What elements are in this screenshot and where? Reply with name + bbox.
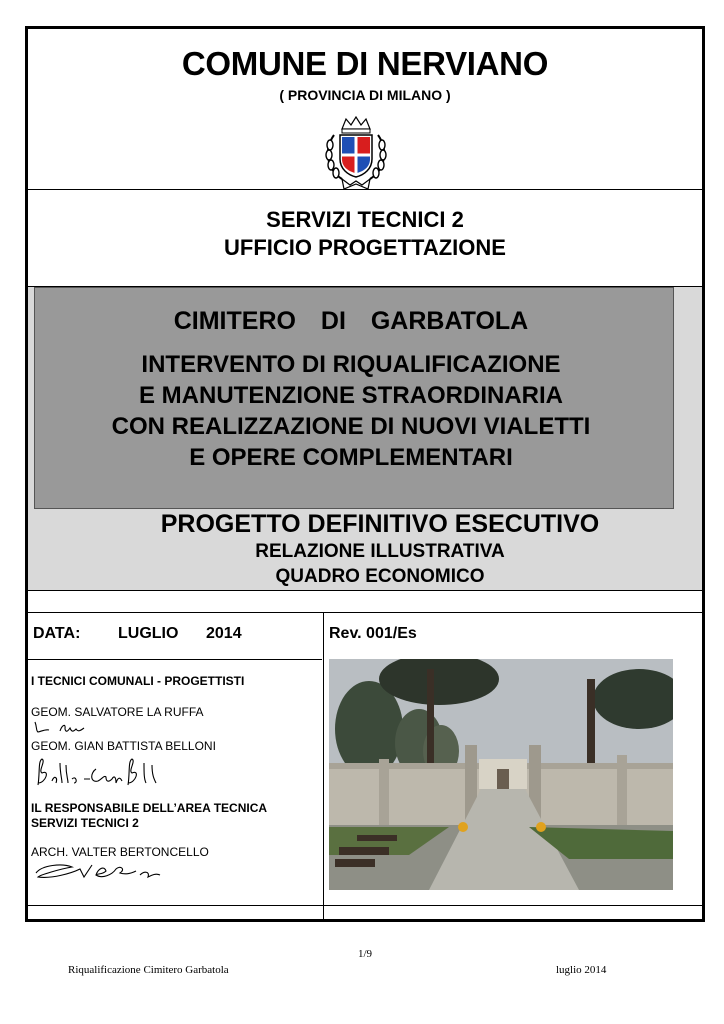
responsible-heading-line: IL RESPONSABILE DELL’AREA TECNICA (31, 801, 268, 815)
signature-la-ruffa (32, 719, 102, 735)
responsible-heading-line: SERVIZI TECNICI 2 (31, 816, 139, 830)
signature-belloni (32, 755, 172, 789)
technician-name: GEOM. SALVATORE LA RUFFA (31, 705, 204, 719)
project-line: CON REALIZZAZIONE DI NUOVI VIALETTI (111, 413, 591, 440)
date-year: 2014 (206, 625, 242, 642)
office-name: UFFICIO PROGETTAZIONE (224, 235, 506, 260)
responsible-name: ARCH. VALTER BERTONCELLO (31, 845, 209, 859)
province-subtitle: ( PROVINCIA DI MILANO ) (279, 87, 451, 103)
municipal-crest-icon (320, 115, 392, 191)
responsible-heading (31, 801, 267, 831)
page-number: 1/9 (358, 948, 373, 960)
date-month: LUGLIO (118, 625, 179, 642)
technicians-heading: I TECNICI COMUNALI - PROGETTISTI (31, 674, 245, 688)
document-type: PROGETTO DEFINITIVO ESECUTIVO (160, 510, 600, 538)
page-title: COMUNE DI NERVIANO (181, 45, 549, 82)
project-line: E OPERE COMPLEMENTARI (189, 444, 513, 471)
project-description (28, 349, 674, 473)
divider (28, 590, 702, 591)
date-label: DATA: (33, 625, 81, 642)
cover-frame (25, 26, 705, 922)
project-line: E MANUTENZIONE STRAORDINARIA (139, 382, 563, 409)
document-subtitle: RELAZIONE ILLUSTRATIVA (255, 541, 505, 562)
divider (28, 905, 702, 906)
footer-right: luglio 2014 (556, 964, 607, 976)
project-place: CIMITERO DI GARBATOLA (173, 307, 529, 335)
cemetery-photo (329, 659, 673, 890)
column-divider (323, 612, 324, 922)
signature-bertoncello (32, 859, 172, 881)
panel-edge (674, 287, 702, 509)
project-line: INTERVENTO DI RIQUALIFICAZIONE (141, 351, 561, 378)
revision: Rev. 001/Es (329, 625, 417, 642)
divider (28, 659, 322, 660)
divider (28, 189, 702, 190)
document-subtitle-2: QUADRO ECONOMICO (275, 566, 485, 587)
technician-name: GEOM. GIAN BATTISTA BELLONI (31, 739, 216, 753)
divider (28, 612, 702, 613)
footer-left: Riqualificazione Cimitero Garbatola (68, 964, 229, 976)
department-name: SERVIZI TECNICI 2 (266, 207, 464, 232)
